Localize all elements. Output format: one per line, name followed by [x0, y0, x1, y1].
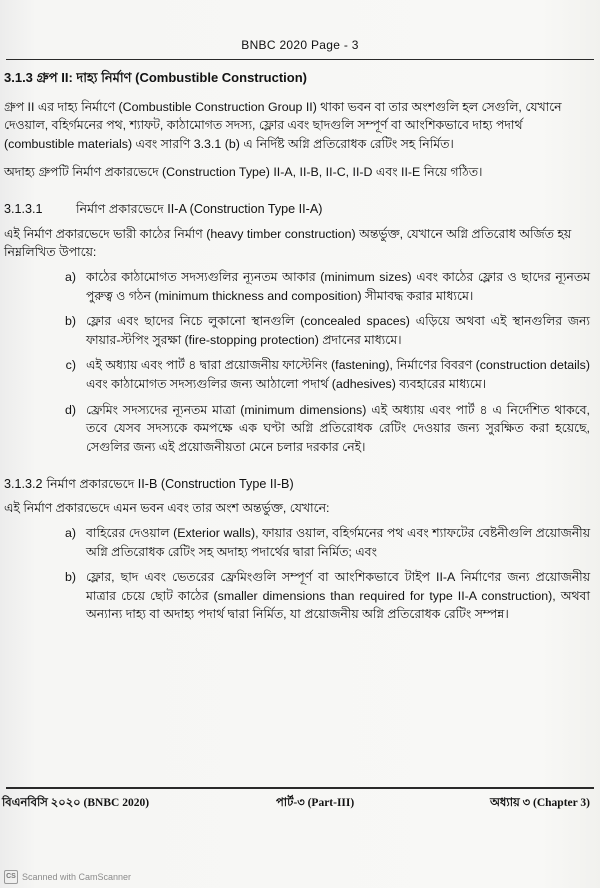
camscanner-logo-icon: CS [4, 870, 18, 884]
header-rule [6, 59, 594, 60]
list-item [4, 401, 590, 457]
list-text: এই অধ্যায় এবং পার্ট ৪ দ্বারা প্রয়োজনীয় ফাস্টেনিং (fastening), নির্মাণের বিবরণ (construction details) এবং কাঠামোগত সদস্যগুলির জন্য আঠালো পদার্থ (adhesives) ব্যবহারের মাধ্যমে। [86, 358, 590, 392]
list-marker: d) [64, 402, 76, 417]
subsection-1-list [4, 268, 590, 456]
list-item [4, 568, 590, 624]
subsection-2-title: নির্মাণ প্রকারভেদে II-B (Construction Type II-B) [46, 476, 294, 491]
watermark-text: Scanned with CamScanner [22, 872, 132, 882]
scanner-watermark [4, 870, 131, 884]
list-item [4, 356, 590, 393]
footer-chapter-label: অধ্যায় ৩ (Chapter 3) [489, 797, 590, 809]
list-text: ফ্লোর এবং ছাদের নিচে লুকানো স্থানগুলি (concealed spaces) এড়িয়ে অথবা এই স্থানগুলির জন্য ফায়ার-স্টপিং সুরক্ষা (fire-stopping protection) প্রদানের মাধ্যমে। [86, 314, 590, 347]
list-text: ফ্রেমিং সদস্যদের ন্যূনতম মাত্রা (minimum dimensions) এই অধ্যায় এবং পার্ট ৪ এ নির্দেশিত থাকবে, তবে যেসব সদস্যকে কমপক্ষে এক ঘণ্টা অগ্নি প্রতিরোধক রেটিং দেওয়ার জন্য সুরক্ষিত করা হয়েছে, সেগুলির জন্য এই প্রয়োজনীয়তা মেনে চলার দরকার নেই। [86, 402, 590, 454]
subsection-2-heading [4, 475, 590, 494]
list-marker: c) [65, 358, 76, 373]
page-header-title: BNBC 2020 Page - 3 [241, 38, 359, 52]
section-heading: 3.1.3 গ্রুপ II: দাহ্য নির্মাণ (Combustible Construction) [4, 70, 308, 85]
list-item [4, 268, 590, 305]
subsection-1-title: নির্মাণ প্রকারভেদে II-A (Construction Type II-A) [76, 201, 323, 216]
subsection-2-list [4, 524, 590, 624]
section-intro: গ্রুপ II এর দাহ্য নির্মাণে (Combustible Construction Group II) থাকা ভবন বা তার অংশগুলি হল সেগুলি, যেখানে দেওয়াল, বহির্গমনের পথ, শ্যাফট, কাঠামোগত সদস্য, ফ্লোর এবং ছাদগুলি সম্পূর্ণ বা আংশিকভাবে দাহ্য পদার্থ (combustible materials) এবং সারণি 3.3.1 (b) এ নির্দিষ্ট অগ্নি প্রতিরোধক রেটিং সহ নির্মিত। [4, 99, 562, 151]
subsection-1-intro: এই নির্মাণ প্রকারভেদে ভারী কাঠের নির্মাণ (heavy timber construction) অন্তর্ভুক্ত, যেখানে অগ্নি প্রতিরোধ অর্জিত হয় নিম্নলিখিত উপায়ে: [4, 226, 572, 260]
page-content [4, 66, 590, 631]
list-marker: b) [64, 314, 76, 329]
list-marker: a) [64, 270, 76, 285]
page-footer [0, 794, 600, 814]
list-marker: b) [64, 570, 76, 585]
list-text: কাঠের কাঠামোগত সদস্যগুলির ন্যূনতম আকার (minimum sizes) এবং কাঠের ফ্লোর ও ছাদের ন্যূনতম পুরুত্ব ও গঠন (minimum thickness and composition) সীমাবদ্ধ করার মাধ্যমে। [86, 270, 590, 303]
list-item [4, 312, 590, 349]
subsection-1-number: 3.1.3.1 [4, 201, 43, 216]
footer-rule [6, 787, 594, 789]
list-item [4, 524, 590, 561]
subsection-2-number: 3.1.3.2 [4, 476, 43, 491]
list-text: ফ্লোর, ছাদ এবং ভেতরের ফ্রেমিংগুলি সম্পূর্ণ বা আংশিকভাবে টাইপ II-A নির্মাণের জন্য প্রয়োজনীয় মাত্রার চেয়ে ছোট কাঠের (smaller dimensions than required for type II-A construction), অথবা অন্যান্য দাহ্য বা অদাহ্য পদার্থ দ্বারা নির্মিত, যা প্রয়োজনীয় অগ্নি প্রতিরোধক রেটিং সম্পন্ন। [86, 570, 590, 622]
list-text: বাহিরের দেওয়াল (Exterior walls), ফায়ার ওয়াল, বহির্গমনের পথ এবং শ্যাফটের বেষ্টনীগুলি প্রয়োজনীয় অগ্নি প্রতিরোধক রেটিং সহ অদাহ্য পদার্থের দ্বারা নির্মিত; এবং [86, 526, 590, 559]
subsection-1-heading [4, 200, 590, 219]
footer-code-label: বিএনবিসি ২০২০ (BNBC 2020) [2, 797, 150, 809]
section-summary: অদাহ্য গ্রুপটি নির্মাণ প্রকারভেদে (Construction Type) II-A, II-B, II-C, II-D এবং II-E নিয়ে গঠিত। [4, 165, 483, 180]
subsection-2-intro: এই নির্মাণ প্রকারভেদে এমন ভবন এবং তার অংশ অন্তর্ভুক্ত, যেখানে: [4, 501, 330, 516]
footer-part-label: পার্ট-৩ (Part-III) [276, 797, 355, 809]
list-marker: a) [64, 526, 76, 541]
